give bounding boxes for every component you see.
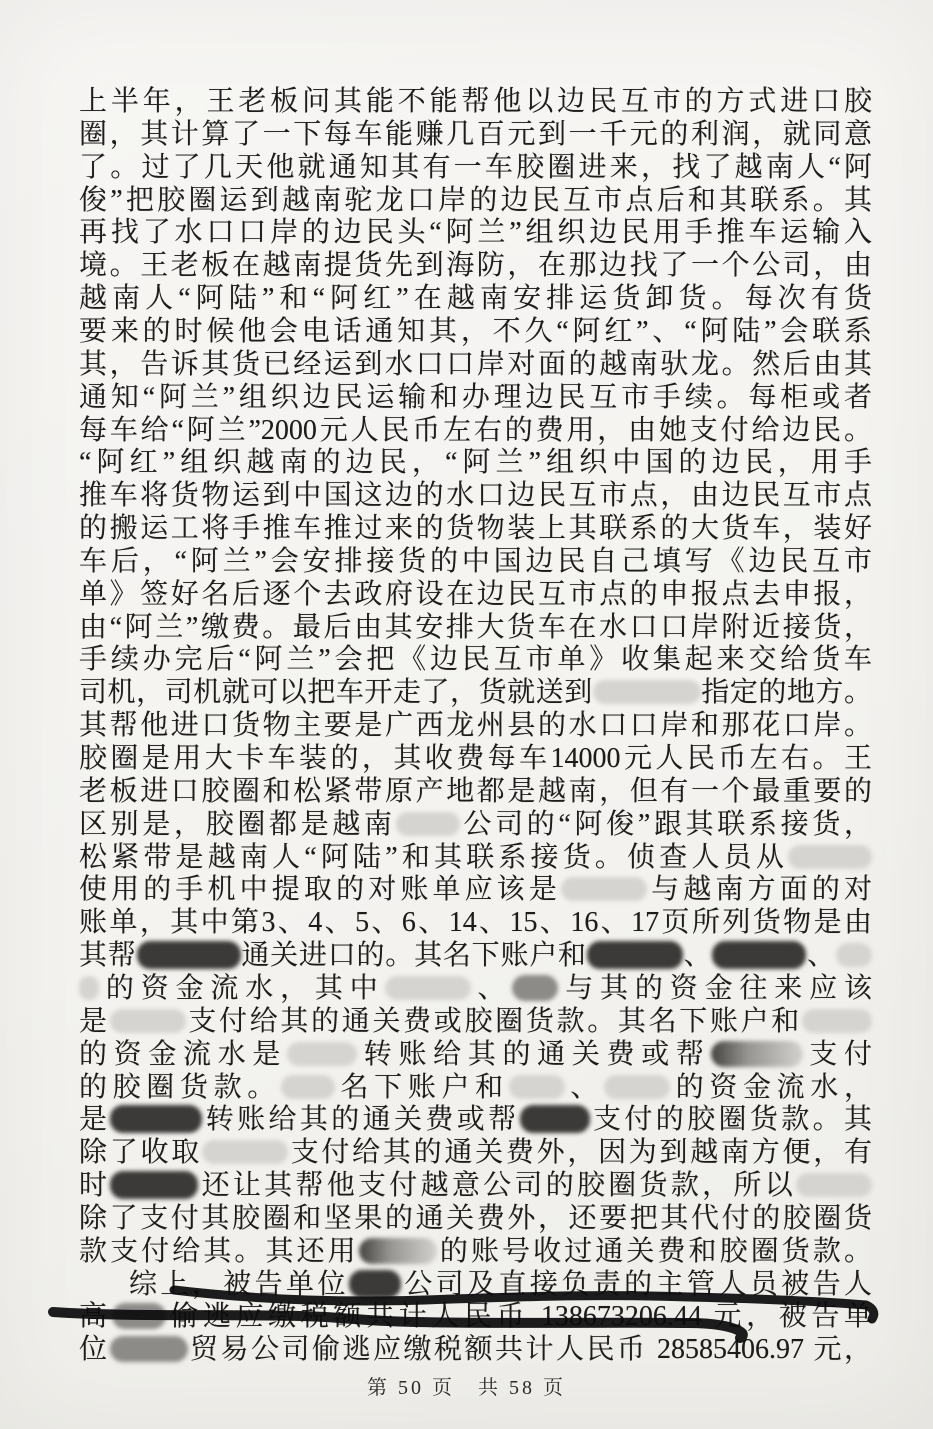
text-run: 转账给其的通关费或帮: [357, 1038, 711, 1070]
redaction-blur: [110, 1009, 186, 1033]
text-run: 、: [682, 940, 713, 972]
page-number: 第 50 页: [367, 1377, 455, 1399]
text-run: 手续办完后“阿兰”会把《边民互市单》收集起来交给货车: [79, 644, 872, 676]
text-run: 是: [79, 1005, 110, 1037]
text-run: 高: [79, 1301, 112, 1333]
text-run: 的账号收过通关费和胶圈货款。: [436, 1235, 872, 1267]
text-run: 支付的胶圈货款。其: [589, 1104, 872, 1136]
text-line-18: [79, 644, 872, 677]
text-run: 款支付给其。其还用: [79, 1235, 359, 1267]
text-line-14: [79, 513, 872, 546]
text-line-34: [79, 1170, 872, 1203]
text-line-9: [79, 349, 872, 382]
redaction-blur: [110, 1171, 198, 1199]
text-line-31: [79, 1072, 872, 1105]
text-run: 由“阿兰”缴费。最后由其安排大货车在水口口岸附近接货，: [79, 611, 872, 643]
text-run: 支付给其的通关费外，因为到越南方便，有: [287, 1137, 872, 1169]
text-run: 松紧带是越南人“阿陆”和其联系接货。侦查人员从: [79, 841, 788, 873]
text-line-21: [79, 743, 872, 776]
text-line-36: [79, 1236, 872, 1269]
text-line-12: [79, 447, 872, 480]
text-run: 与其的资金往来应该: [558, 972, 872, 1004]
text-line-22: [79, 776, 872, 809]
text-run: 的胶圈货款。: [79, 1071, 281, 1103]
text-run: 推车将货物运到中国这边的水口边民互市点，由边民互市点: [79, 480, 872, 512]
text-run: 时: [79, 1170, 111, 1202]
redaction-blur: [512, 975, 558, 1001]
redaction-blur: [802, 1009, 872, 1033]
text-run: 胶圈是用大卡车装的，其收费每车14000元人民币左右。王: [79, 743, 872, 774]
text-run: 使用的手机中提取的对账单应该是: [79, 874, 562, 906]
redaction-blur: [385, 976, 471, 1000]
text-run: 除了收取: [79, 1137, 202, 1169]
page-footer: [0, 1371, 933, 1400]
redaction-blur: [509, 1075, 565, 1099]
text-run: 越南人“阿陆”和“阿红”在越南安排运货卸货。每次有货: [79, 283, 872, 315]
text-line-3: [79, 152, 872, 185]
text-run: 偷逃应缴税额共计人民币 138673206.44 元，被告单: [165, 1301, 872, 1333]
text-line-16: [79, 579, 872, 612]
text-run: 车后，“阿兰”会安排接货的中国边民自己填写《边民互市: [79, 545, 872, 577]
text-run: 贸易公司偷逃应缴税额共计人民币 28585406.97 元，: [187, 1334, 872, 1366]
text-line-38: [79, 1301, 872, 1334]
text-line-24: [79, 842, 872, 875]
redaction-blur: [711, 1041, 803, 1067]
text-run: 转账给其的通关费或帮: [202, 1104, 520, 1136]
redaction-blur: [520, 1105, 590, 1133]
redaction-blur: [836, 943, 872, 967]
text-run: 公司及直接负责的主管人员被告人: [400, 1268, 872, 1300]
text-line-35: [79, 1203, 872, 1236]
text-line-26: [79, 907, 872, 940]
text-run: 的资金流水，其中: [99, 972, 385, 1004]
text-line-19: [79, 677, 872, 710]
text-line-15: [79, 546, 872, 579]
redaction-blur: [137, 941, 241, 969]
redaction-blur: [796, 1173, 872, 1197]
text-line-17: [79, 612, 872, 645]
text-run: 除了支付其胶圈和坚果的通关费外，还要把其代付的胶圈货: [79, 1202, 872, 1234]
redaction-blur: [604, 1075, 670, 1099]
text-run: 其帮他进口货物主要是广西龙州县的水口口岸和那花口岸。: [79, 710, 872, 742]
text-line-32: [79, 1104, 872, 1137]
text-run: 每车给“阿兰”2000元人民币左右的费用，由她支付给边民。: [79, 414, 872, 446]
redaction-blur: [587, 941, 683, 969]
text-run: 的搬运工将手推车推过来的货物装上其联系的大货车，装好: [79, 513, 872, 545]
text-line-6: [79, 250, 872, 283]
text-line-20: [79, 710, 872, 743]
text-line-30: [79, 1039, 872, 1072]
text-run: 名下账户和: [334, 1071, 509, 1103]
text-line-10: [79, 382, 872, 415]
redaction-blur: [281, 1075, 335, 1099]
text-line-37: [79, 1269, 872, 1302]
text-run: 区别是，胶圈都是越南: [79, 808, 396, 840]
redaction-blur: [110, 1336, 188, 1362]
text-run: 支付给其的通关费或胶圈货款。其名下账户和: [185, 1005, 802, 1037]
text-line-4: [79, 185, 872, 218]
text-line-23: [79, 809, 872, 842]
redaction-blur: [79, 976, 99, 1000]
text-line-13: [79, 480, 872, 513]
text-line-2: [79, 119, 872, 152]
text-run: 上半年，王老板问其能不能帮他以边民互市的方式进口胶: [79, 86, 872, 117]
text-run: 公司的“阿俊”跟其联系接货，: [459, 808, 872, 840]
redaction-blur: [110, 1105, 202, 1133]
redaction-blur: [202, 1140, 288, 1164]
text-run: 通关进口的。其名下账户和: [240, 940, 587, 972]
text-run: 俊”把胶圈运到越南驼龙口岸的边民互市点后和其联系。其: [79, 184, 872, 216]
text-run: 其帮: [79, 940, 137, 972]
text-line-11: [79, 415, 872, 448]
redaction-blur: [593, 680, 701, 704]
text-run: 通知“阿兰”组织边民运输和办理边民互市手续。每柜或者: [79, 381, 872, 413]
text-run: 圈，其计算了一下每车能赚几百元到一千元的利润，就同意: [79, 118, 872, 150]
text-run: 了。过了几天他就通知其有一车胶圈进来，找了越南人“阿: [79, 151, 872, 183]
text-run: 位: [79, 1334, 110, 1366]
text-run: 与越南方面的对: [647, 874, 872, 906]
text-run: “阿红”组织越南的边民，“阿兰”组织中国的边民，用手: [79, 447, 872, 479]
text-line-29: [79, 1006, 872, 1039]
text-line-27: [79, 940, 872, 973]
redaction-blur: [712, 941, 806, 969]
text-run: 的资金流水是: [79, 1038, 288, 1070]
text-run: 综上，被告单位: [129, 1268, 349, 1300]
redaction-blur: [788, 845, 872, 869]
text-run: 、: [470, 972, 513, 1004]
text-run: 其，告诉其货已经运到水口口岸对面的越南驮龙。然后由其: [79, 348, 872, 380]
text-run: 的资金流水，: [670, 1071, 872, 1103]
text-run: 还让其帮他支付越意公司的胶圈货款，所以: [198, 1170, 796, 1202]
text-run: 、: [564, 1071, 605, 1103]
text-run: 要来的时候他会电话通知其，不久“阿红”、“阿陆”会联系: [79, 315, 872, 347]
redaction-blur: [112, 1303, 166, 1329]
text-line-28: [79, 973, 872, 1006]
redaction-blur: [561, 877, 647, 901]
redaction-blur: [349, 1270, 401, 1298]
text-run: 老板进口胶圈和松紧带原产地都是越南，但有一个最重要的: [79, 775, 872, 807]
page-total: 共 58 页: [478, 1377, 566, 1399]
redaction-blur: [396, 812, 460, 836]
text-run: 单》签好名后逐个去政府设在边民互市点的申报点去申报，: [79, 578, 872, 610]
text-run: 是: [79, 1104, 111, 1136]
text-run: 账单，其中第3、4、5、6、14、15、16、17页所列货物是由: [79, 907, 872, 939]
text-run: 司机，司机就可以把车开走了，货就送到: [79, 677, 593, 709]
text-line-5: [79, 217, 872, 250]
text-line-8: [79, 316, 872, 349]
text-line-33: [79, 1137, 872, 1170]
redaction-blur: [359, 1238, 437, 1264]
text-line-7: [79, 283, 872, 316]
text-run: 境。王老板在越南提货先到海防，在那边找了一个公司，由: [79, 250, 872, 282]
text-line-39: [79, 1334, 872, 1367]
text-run: 指定的地方。: [700, 677, 872, 709]
text-run: 再找了水口口岸的边民头“阿兰”组织边民用手推车运输入: [79, 217, 872, 249]
text-run: 、: [806, 940, 836, 972]
text-line-1: [79, 86, 872, 119]
text-run: 支付: [802, 1038, 872, 1070]
redaction-blur: [287, 1042, 357, 1066]
text-line-25: [79, 874, 872, 907]
